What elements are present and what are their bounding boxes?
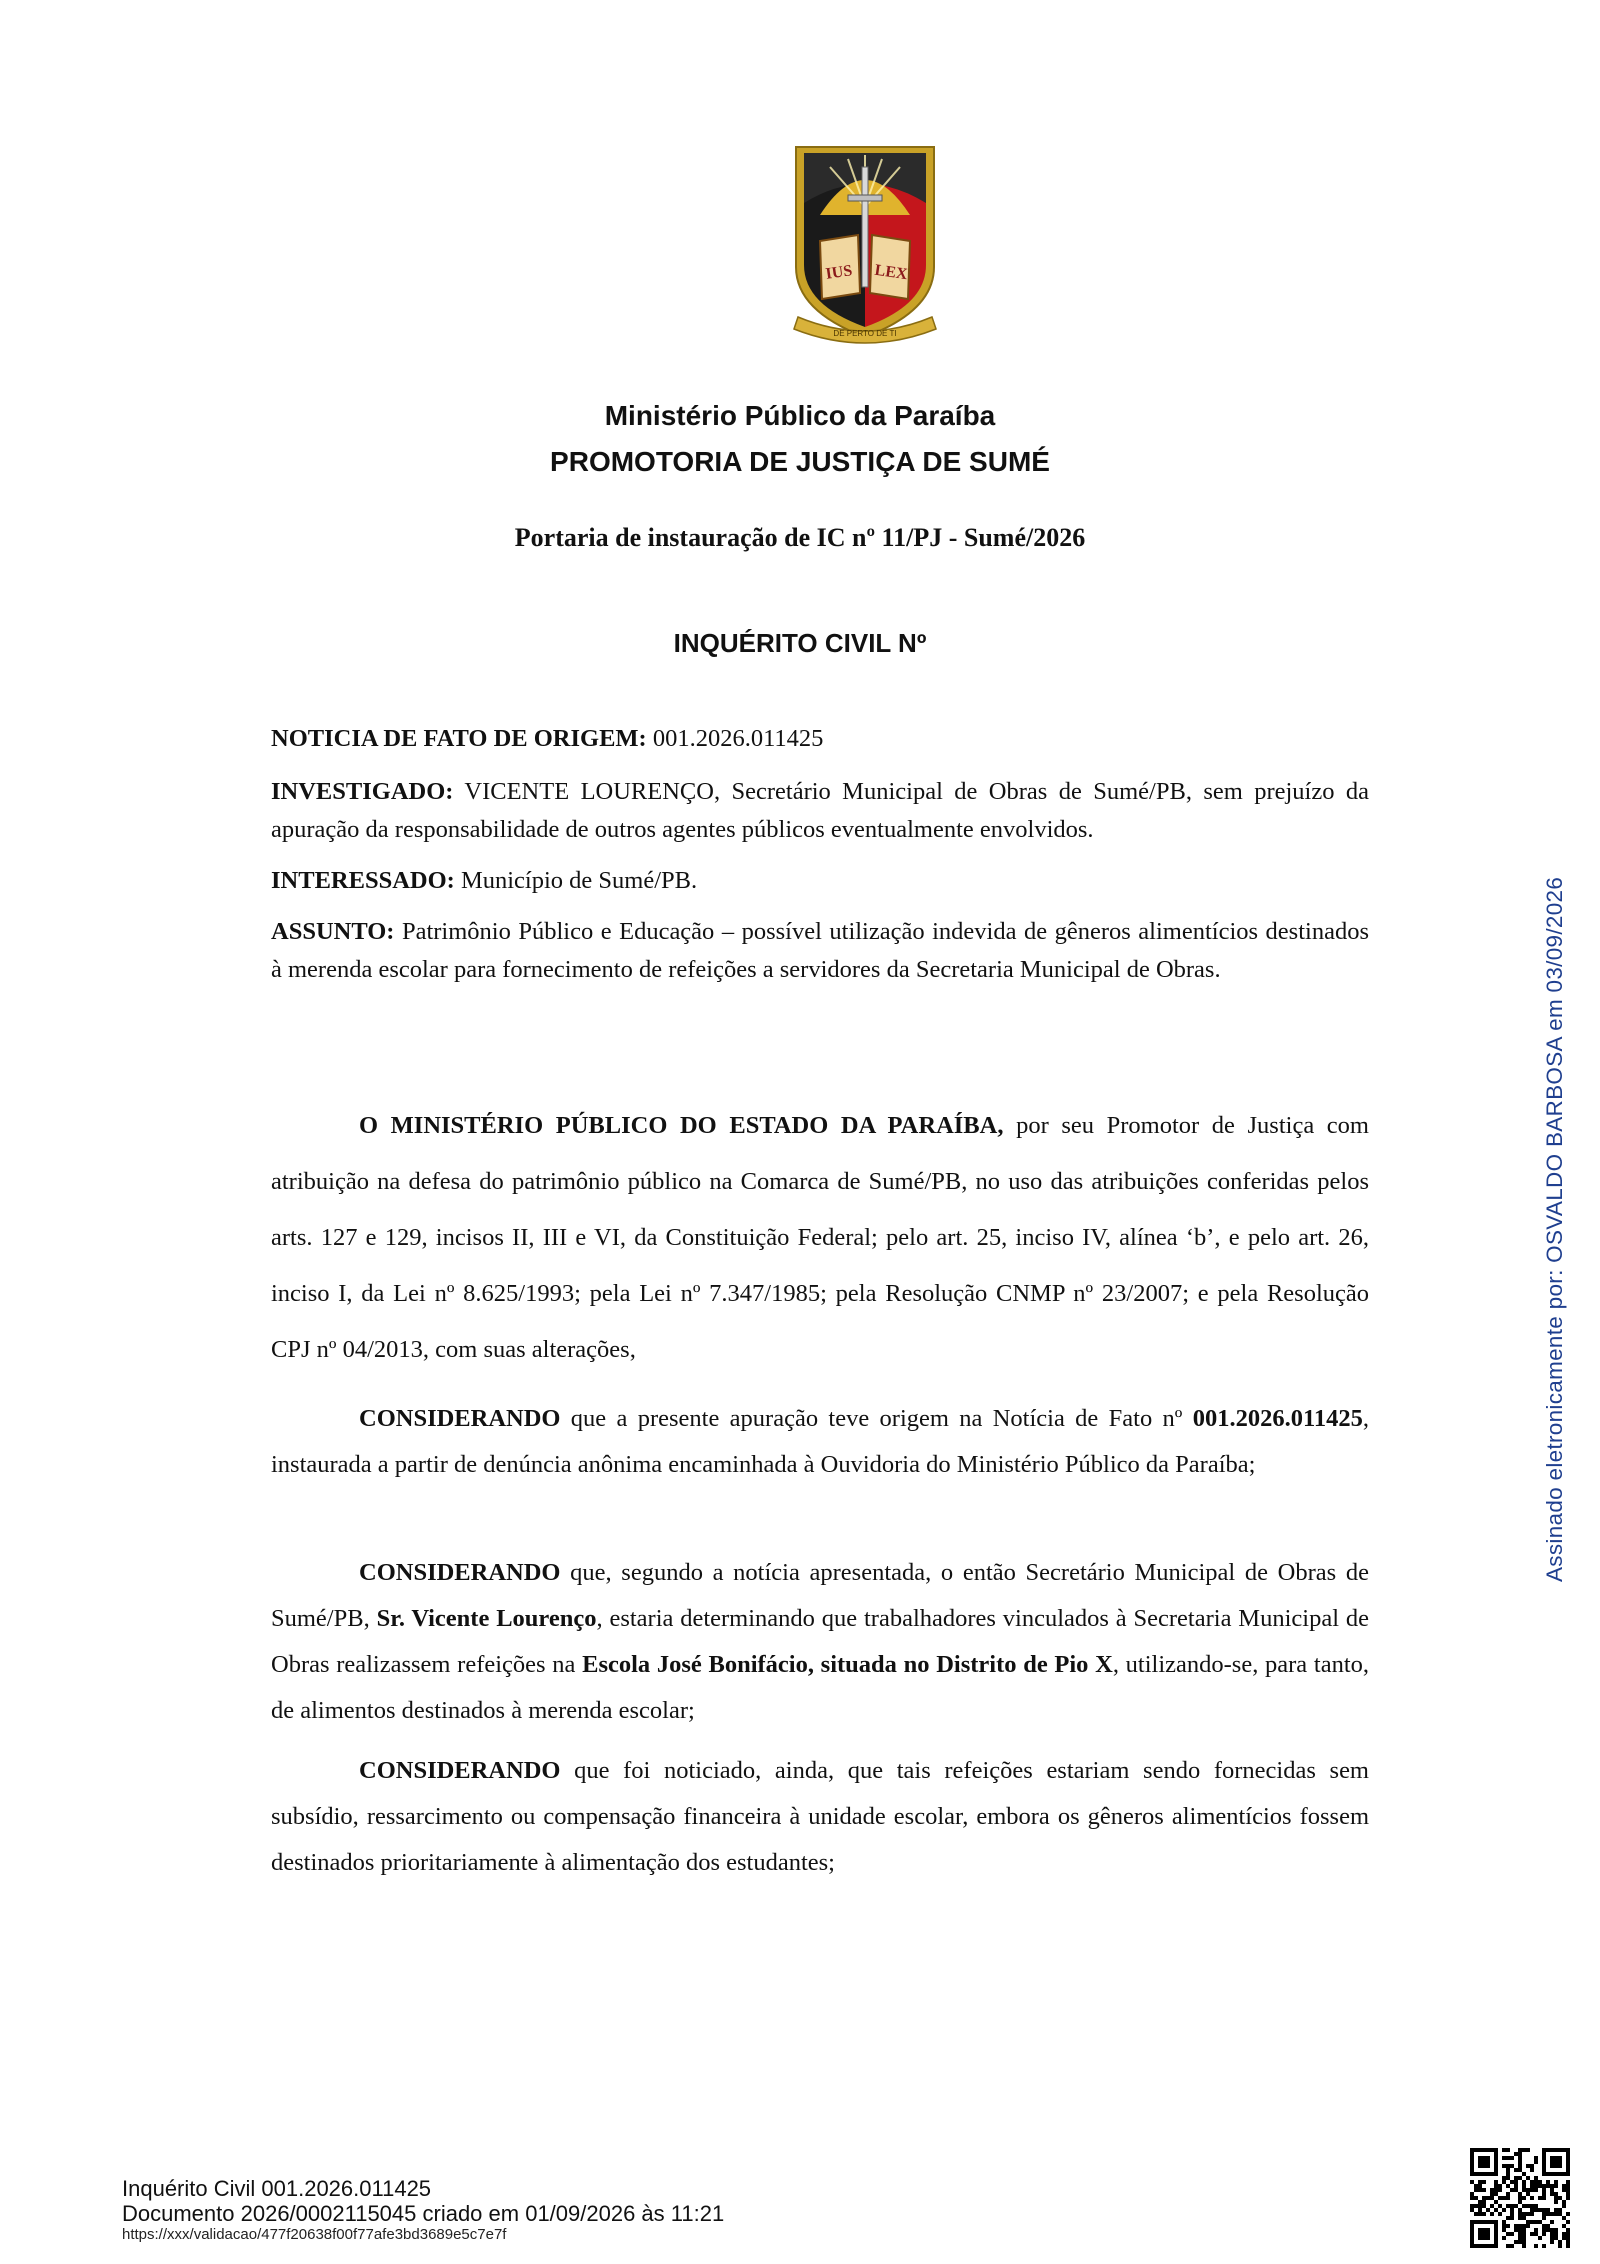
intro-bold: O MINISTÉRIO PÚBLICO DO ESTADO DA PARAÍBA, [359,1112,1004,1139]
field-investigado [271,773,1369,849]
intro-paragraph [271,1098,1369,1378]
qr-code-icon[interactable] [1470,2148,1570,2248]
paragraph-text: que foi noticiado, ainda, que tais refeições estariam sendo fornecidas sem subsídio, ressarcimento ou compensação financeira à unidade escolar, embora os gêneros alimentícios fossem destinados prioritariamente à alimentação dos estudantes; [271,1757,1369,1876]
paragraph-text: , estaria determinando que trabalhadores vinculados à Secretaria Municipal de Obras realizassem refeições na [271,1605,1369,1678]
coat-of-arms-icon [790,145,940,345]
considerando-lead: CONSIDERANDO [359,1559,561,1586]
document-title: INQUÉRITO CIVIL Nº [673,628,927,658]
svg-text:DE PERTO DE TI: DE PERTO DE TI [833,329,897,338]
paragraph-text: que a presente apuração teve origem na Notícia de Fato nº [560,1405,1193,1432]
signature-stamp-text: Assinado eletronicamente por: OSVALDO BARBOSA em 03/09/2026 [1542,876,1567,1582]
field-label: INTERESSADO: [271,867,455,894]
institution-name: Ministério Público da Paraíba [604,400,996,431]
paragraph-text: que, segundo a notícia apresentada, o então Secretário Municipal de Obras de Sumé/PB, [271,1559,1369,1632]
office-name: PROMOTORIA DE JUSTIÇA DE SUMÉ [550,446,1050,477]
considerando-paragraph-3 [271,1748,1369,1886]
svg-text:LEX: LEX [873,261,909,284]
paragraph-bold: Escola José Bonifácio, situada no Distrito de Pio X [582,1651,1113,1678]
considerando-lead: CONSIDERANDO [359,1405,561,1432]
field-value: Município de Sumé/PB. [454,867,698,894]
footer-document-info: Documento 2026/0002115045 criado em 01/09/2026 às 11:21 [122,2201,725,2226]
field-value: 001.2026.011425 [646,725,824,752]
field-label: INVESTIGADO: [271,778,454,805]
document-footer [122,2176,724,2244]
intro-text: por seu Promotor de Justiça com atribuição na defesa do patrimônio público na Comarca de Sumé/PB, no uso das atribuições conferidas pelos arts. 127 e 129, incisos II, III e VI, da Constituição Federal; pelo art. 25, inciso IV, alínea ‘b’, e pelo art. 26, inciso I, da Lei nº 8.625/1993; pela Lei nº 7.347/1985; pela Resolução CNMP nº 23/2007; e pela Resolução CPJ nº 04/2013, com suas alterações, [271,1112,1369,1363]
paragraph-bold: 001.2026.011425 [1192,1405,1363,1432]
field-noticia-de-fato [271,720,1369,758]
considerando-paragraph-1 [271,1396,1369,1488]
field-value: VICENTE LOURENÇO, Secretário Municipal de Obras de Sumé/PB, sem prejuízo da apuração da responsabilidade de outros agentes públicos eventualmente envolvidos. [271,778,1369,843]
svg-text:IUS: IUS [824,262,854,283]
considerando-paragraph-2 [271,1550,1369,1734]
field-value: Patrimônio Público e Educação – possível utilização indevida de gêneros alimentícios destinados à merenda escolar para fornecimento de refeições a servidores da Secretaria Municipal de Obras. [271,918,1369,983]
considerando-lead: CONSIDERANDO [359,1757,561,1784]
portaria-line: Portaria de instauração de IC nº 11/PJ - Sumé/2026 [514,523,1086,552]
field-interessado [271,862,1369,900]
field-assunto [271,913,1369,989]
paragraph-text: , instaurada a partir de denúncia anônima encaminhada à Ouvidoria do Ministério Público da Paraíba; [271,1405,1369,1478]
footer-case-number: Inquérito Civil 001.2026.011425 [122,2176,432,2201]
field-label: NOTICIA DE FATO DE ORIGEM: [271,725,647,752]
field-label: ASSUNTO: [271,918,395,945]
paragraph-bold: Sr. Vicente Lourenço [376,1605,597,1632]
footer-validation-url[interactable]: https://xxx/validacao/477f20638f00f77afe3bd3689e5c7e7f [122,2226,507,2243]
paragraph-text: , utilizando-se, para tanto, de alimentos destinados à merenda escolar; [271,1651,1369,1724]
